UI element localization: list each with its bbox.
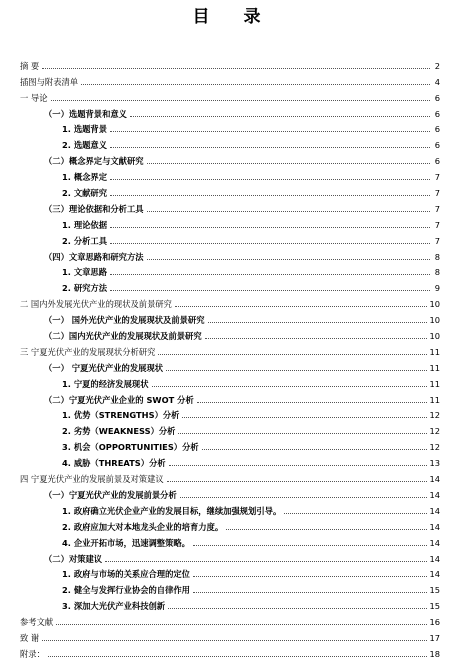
toc-entry-page-number: 15 bbox=[429, 585, 440, 596]
toc-entry[interactable] bbox=[20, 468, 440, 484]
toc-entry-label: （二）概念界定与文献研究 bbox=[44, 156, 144, 167]
toc-dot-leader bbox=[105, 561, 427, 562]
toc-entry-label: （二）宁夏光伏产业企业的 SWOT 分析 bbox=[44, 394, 194, 405]
toc-entry[interactable] bbox=[20, 516, 440, 532]
toc-entry[interactable] bbox=[20, 134, 440, 150]
toc-dot-leader bbox=[205, 338, 428, 339]
toc-dot-leader bbox=[81, 84, 430, 85]
toc-entry-page-number: 8 bbox=[434, 267, 440, 278]
toc-entry-label: （一）选题背景和意义 bbox=[44, 108, 127, 119]
toc-entry-label: 插图与附表清单 bbox=[20, 76, 79, 87]
table-of-contents bbox=[20, 55, 440, 659]
toc-entry[interactable] bbox=[20, 103, 440, 119]
toc-entry-page-number: 7 bbox=[434, 172, 440, 183]
toc-dot-leader bbox=[169, 465, 428, 466]
toc-entry-label: 4. 威胁（THREATS）分析 bbox=[62, 458, 166, 469]
toc-entry[interactable] bbox=[20, 436, 440, 452]
toc-entry-label: （四）文章思路和研究方法 bbox=[44, 251, 144, 262]
toc-entry-label: 1. 理论依据 bbox=[62, 219, 108, 230]
toc-dot-leader bbox=[208, 322, 428, 323]
toc-entry-label: 摘 要 bbox=[20, 60, 40, 71]
toc-entry-page-number: 7 bbox=[434, 219, 440, 230]
toc-entry-label: 1. 宁夏的经济发展现状 bbox=[62, 378, 149, 389]
toc-entry[interactable] bbox=[20, 420, 440, 436]
toc-entry[interactable] bbox=[20, 357, 440, 373]
toc-dot-leader bbox=[147, 163, 430, 164]
toc-dot-leader bbox=[42, 68, 430, 69]
toc-entry-label: 附录： bbox=[20, 648, 45, 659]
toc-entry[interactable] bbox=[20, 548, 440, 564]
toc-entry-page-number: 6 bbox=[434, 108, 440, 119]
toc-dot-leader bbox=[147, 211, 430, 212]
toc-entry-page-number: 14 bbox=[429, 474, 440, 485]
toc-entry-label: 1. 政府与市场的关系应合理的定位 bbox=[62, 569, 190, 580]
toc-dot-leader bbox=[110, 227, 430, 228]
toc-entry[interactable] bbox=[20, 262, 440, 278]
toc-dot-leader bbox=[147, 259, 430, 260]
toc-entry[interactable] bbox=[20, 119, 440, 135]
toc-entry-label: 2. 研究方法 bbox=[62, 283, 108, 294]
toc-entry[interactable] bbox=[20, 150, 440, 166]
toc-entry[interactable] bbox=[20, 71, 440, 87]
toc-entry[interactable] bbox=[20, 579, 440, 595]
toc-entry-page-number: 14 bbox=[429, 489, 440, 500]
toc-entry-label: 2. 选题意义 bbox=[62, 140, 108, 151]
toc-entry-page-number: 8 bbox=[434, 251, 440, 262]
toc-dot-leader bbox=[226, 529, 427, 530]
toc-dot-leader bbox=[193, 592, 427, 593]
toc-entry-page-number: 6 bbox=[434, 156, 440, 167]
toc-dot-leader bbox=[168, 608, 427, 609]
toc-entry[interactable] bbox=[20, 452, 440, 468]
toc-dot-leader bbox=[182, 417, 427, 418]
toc-dot-leader bbox=[193, 545, 427, 546]
toc-entry[interactable] bbox=[20, 341, 440, 357]
toc-entry[interactable] bbox=[20, 230, 440, 246]
toc-dot-leader bbox=[110, 131, 430, 132]
toc-dot-leader bbox=[48, 656, 428, 657]
toc-entry[interactable] bbox=[20, 325, 440, 341]
toc-dot-leader bbox=[110, 179, 430, 180]
toc-dot-leader bbox=[180, 497, 428, 498]
toc-dot-leader bbox=[175, 306, 427, 307]
toc-dot-leader bbox=[197, 402, 428, 403]
toc-entry[interactable] bbox=[20, 55, 440, 71]
toc-entry-label: （一）宁夏光伏产业的发展前景分析 bbox=[44, 489, 177, 500]
toc-entry[interactable] bbox=[20, 564, 440, 580]
toc-entry[interactable] bbox=[20, 166, 440, 182]
toc-entry-label: 1. 选题背景 bbox=[62, 124, 108, 135]
toc-entry-page-number: 14 bbox=[429, 505, 440, 516]
toc-dot-leader bbox=[178, 433, 427, 434]
toc-entry-page-number: 4 bbox=[434, 76, 440, 87]
toc-dot-leader bbox=[152, 386, 428, 387]
toc-dot-leader bbox=[167, 481, 428, 482]
toc-entry-label: 1. 政府确立光伏企业产业的发展目标，继续加强规划引导。 bbox=[62, 505, 282, 516]
toc-entry-label: 1. 概念界定 bbox=[62, 172, 108, 183]
toc-dot-leader bbox=[110, 274, 430, 275]
toc-entry[interactable] bbox=[20, 293, 440, 309]
toc-entry-page-number: 12 bbox=[429, 442, 440, 453]
toc-entry-page-number: 2 bbox=[434, 60, 440, 71]
toc-dot-leader bbox=[51, 100, 430, 101]
toc-entry-label: 3. 深加大光伏产业科技创新 bbox=[62, 601, 166, 612]
toc-dot-leader bbox=[56, 624, 427, 625]
toc-entry-page-number: 10 bbox=[429, 299, 440, 310]
toc-entry-label: 致 谢 bbox=[20, 632, 40, 643]
toc-entry-label: （一） 宁夏光伏产业的发展现状 bbox=[44, 362, 164, 373]
toc-dot-leader bbox=[42, 640, 427, 641]
toc-entry-label: 一 导论 bbox=[20, 92, 48, 103]
toc-entry-page-number: 14 bbox=[429, 537, 440, 548]
toc-dot-leader bbox=[110, 290, 430, 291]
toc-entry[interactable] bbox=[20, 611, 440, 627]
toc-entry[interactable] bbox=[20, 214, 440, 230]
toc-entry-label: 4. 企业开拓市场，迅速调整策略。 bbox=[62, 537, 190, 548]
toc-entry-page-number: 12 bbox=[429, 410, 440, 421]
toc-entry[interactable] bbox=[20, 182, 440, 198]
toc-entry[interactable] bbox=[20, 246, 440, 262]
toc-entry-label: 2. 政府应加大对本地龙头企业的培育力度。 bbox=[62, 521, 224, 532]
toc-entry-page-number: 6 bbox=[434, 140, 440, 151]
toc-dot-leader bbox=[110, 243, 430, 244]
toc-entry-label: 2. 文献研究 bbox=[62, 188, 108, 199]
toc-entry-label: 三 宁夏光伏产业的发展现状分析研究 bbox=[20, 346, 156, 357]
toc-entry-page-number: 7 bbox=[434, 188, 440, 199]
toc-entry-page-number: 13 bbox=[429, 458, 440, 469]
toc-entry[interactable] bbox=[20, 309, 440, 325]
toc-entry[interactable] bbox=[20, 643, 440, 659]
toc-dot-leader bbox=[166, 370, 427, 371]
toc-entry-label: 二 国内外发展光伏产业的现状及前景研究 bbox=[20, 299, 172, 310]
toc-entry-page-number: 16 bbox=[429, 617, 440, 628]
toc-entry[interactable] bbox=[20, 500, 440, 516]
toc-entry-page-number: 10 bbox=[429, 315, 440, 326]
toc-entry[interactable] bbox=[20, 405, 440, 421]
toc-entry[interactable] bbox=[20, 389, 440, 405]
toc-entry-page-number: 6 bbox=[434, 124, 440, 135]
toc-entry[interactable] bbox=[20, 484, 440, 500]
toc-entry-page-number: 11 bbox=[429, 394, 440, 405]
toc-entry-label: 1. 文章思路 bbox=[62, 267, 108, 278]
toc-entry-page-number: 15 bbox=[429, 601, 440, 612]
toc-entry-page-number: 17 bbox=[429, 632, 440, 643]
toc-entry-page-number: 12 bbox=[429, 426, 440, 437]
toc-dot-leader bbox=[284, 513, 427, 514]
toc-dot-leader bbox=[130, 116, 430, 117]
toc-entry-page-number: 10 bbox=[429, 331, 440, 342]
toc-entry-label: 3. 机会（OPPORTUNITIES）分析 bbox=[62, 442, 199, 453]
toc-entry[interactable] bbox=[20, 373, 440, 389]
toc-entry-label: 2. 健全与发挥行业协会的自律作用 bbox=[62, 585, 190, 596]
toc-entry-page-number: 14 bbox=[429, 553, 440, 564]
toc-title: 目 录 bbox=[192, 7, 275, 27]
toc-entry[interactable] bbox=[20, 595, 440, 611]
toc-entry-label: （二）国内光伏产业的发展现状及前景研究 bbox=[44, 331, 202, 342]
toc-entry-label: 2. 分析工具 bbox=[62, 235, 108, 246]
toc-entry[interactable] bbox=[20, 532, 440, 548]
toc-entry-label: （二）对策建议 bbox=[44, 553, 103, 564]
toc-entry-label: 四 宁夏光伏产业的发展前景及对策建议 bbox=[20, 474, 164, 485]
toc-entry-label: 参考文献 bbox=[20, 617, 54, 628]
toc-entry-page-number: 9 bbox=[434, 283, 440, 294]
toc-entry-label: 1. 优势（STRENGTHS）分析 bbox=[62, 410, 180, 421]
toc-entry-page-number: 11 bbox=[429, 362, 440, 373]
toc-entry-label: （三）理论依据和分析工具 bbox=[44, 203, 144, 214]
toc-dot-leader bbox=[202, 449, 428, 450]
toc-dot-leader bbox=[158, 354, 427, 355]
toc-entry-page-number: 18 bbox=[429, 648, 440, 659]
toc-dot-leader bbox=[193, 576, 427, 577]
toc-entry[interactable] bbox=[20, 627, 440, 643]
toc-entry-label: 2. 劣势（WEAKNESS）分析 bbox=[62, 426, 176, 437]
toc-entry-page-number: 6 bbox=[434, 92, 440, 103]
toc-entry[interactable] bbox=[20, 198, 440, 214]
toc-entry-page-number: 7 bbox=[434, 203, 440, 214]
toc-entry-page-number: 14 bbox=[429, 521, 440, 532]
toc-dot-leader bbox=[110, 147, 430, 148]
toc-dot-leader bbox=[110, 195, 430, 196]
toc-entry-page-number: 11 bbox=[429, 346, 440, 357]
toc-entry-page-number: 7 bbox=[434, 235, 440, 246]
toc-entry-page-number: 11 bbox=[429, 378, 440, 389]
toc-entry[interactable] bbox=[20, 87, 440, 103]
toc-entry-page-number: 14 bbox=[429, 569, 440, 580]
toc-entry[interactable] bbox=[20, 277, 440, 293]
toc-entry-label: （一） 国外光伏产业的发展现状及前景研究 bbox=[44, 315, 205, 326]
